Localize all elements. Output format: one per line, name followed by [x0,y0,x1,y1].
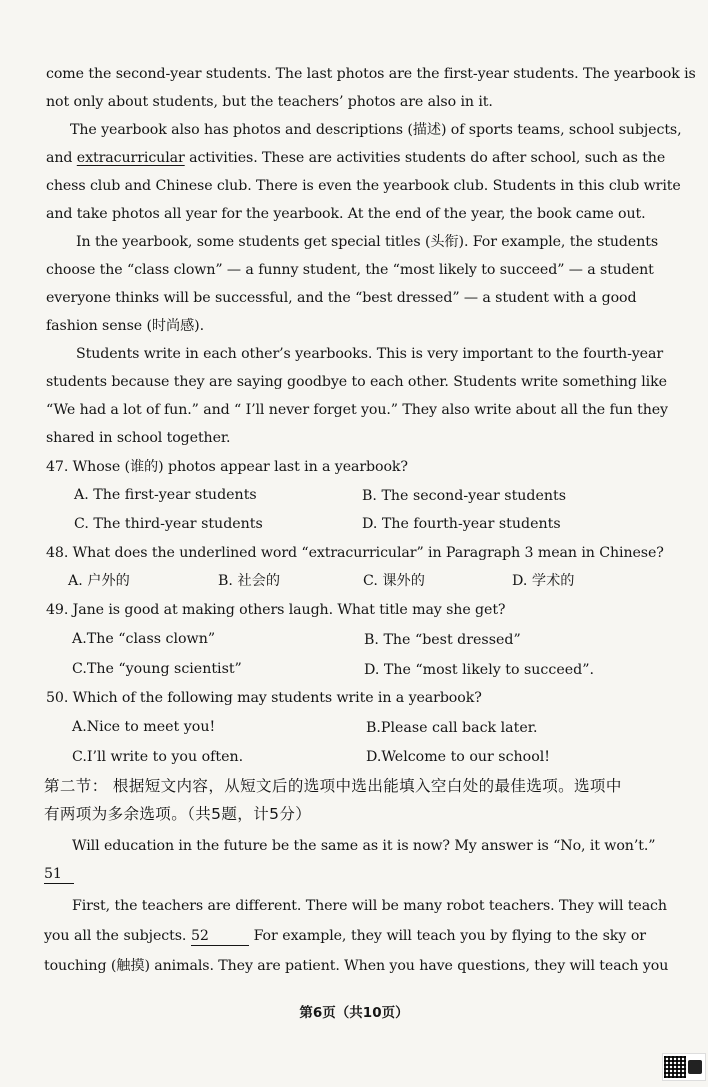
option-a[interactable]: A. The first-year students [74,487,257,503]
option-b[interactable]: B. The “best dressed” [364,632,521,648]
passage-line: and extracurricular activities. These are activities students do after school, such as the [46,150,666,166]
question-stem: 50. Which of the following may students write in a yearbook? [46,690,482,706]
question-stem: 48. What does the underlined word “extracurricular” in Paragraph 3 mean in Chinese? [46,545,664,561]
question-stem: 47. Whose (谁的) photos appear last in a yearbook? [46,459,408,475]
option-b[interactable]: B. The second-year students [362,488,567,504]
passage-line: Students write in each other’s yearbooks. This is very important to the fourth-year [76,346,664,362]
option-c[interactable]: C. 课外的 [363,573,425,589]
page-number: 第6页（共10页） [299,1005,409,1021]
passage-line: shared in school together. [46,430,231,446]
passage-line: chess club and Chinese club. There is even the yearbook club. Students in this club write [46,178,681,194]
passage-line: everyone thinks will be successful, and the “best dressed” — a student with a good [46,290,637,306]
option-d[interactable]: D. The “most likely to succeed”. [364,662,594,678]
passage-line: touching (触摸) animals. They are patient. When you have questions, they will teach you [44,958,669,974]
section-instruction: 第二节： 根据短文内容，从短文后的选项中选出能填入空白处的最佳选项。选项中 [44,777,622,795]
qr-pattern-icon [664,1056,686,1078]
app-logo-icon [688,1060,702,1074]
passage-line: come the second-year students. The last photos are the first-year students. The yearbook is [46,66,696,82]
option-d[interactable]: D.Welcome to our school! [366,749,550,765]
passage-line: In the yearbook, some students get special titles (头衔). For example, the students [76,234,659,250]
passage-line: students because they are saying goodbye to each other. Students write something like [46,374,667,390]
passage-line: The yearbook also has photos and descriptions (描述) of sports teams, school subjects, [70,122,682,138]
passage-line: not only about students, but the teachers’ photos are also in it. [46,94,493,110]
passage-line: “We had a lot of fun.” and “ I’ll never forget you.” They also write about all the fun they [46,402,668,418]
option-c[interactable]: C.The “young scientist” [72,661,242,677]
option-b[interactable]: B.Please call back later. [366,720,538,736]
option-d[interactable]: D. The fourth-year students [362,516,561,532]
answer-blank-52[interactable]: 52 [191,927,249,946]
question-stem: 49. Jane is good at making others laugh. What title may she get? [46,602,506,618]
section-instruction: 有两项为多余选项。（共5题，计5分） [44,805,312,823]
passage-line: you all the subjects. 52 For example, they will teach you by flying to the sky or [44,928,646,944]
option-b[interactable]: B. 社会的 [218,573,281,589]
option-c[interactable]: C. The third-year students [74,516,263,532]
passage-line: First, the teachers are different. There will be many robot teachers. They will teach [72,898,667,914]
option-a[interactable]: A. 户外的 [68,573,130,589]
passage-line: fashion sense (时尚感). [46,318,204,334]
qr-code-icon [662,1053,706,1081]
passage-line: Will education in the future be the same as it is now? My answer is “No, it won’t.” [72,838,656,854]
option-a[interactable]: A.Nice to meet you! [72,719,216,735]
option-d[interactable]: D. 学术的 [512,573,575,589]
passage-line: and take photos all year for the yearbook. At the end of the year, the book came out. [46,206,646,222]
passage-line: choose the “class clown” — a funny student, the “most likely to succeed” — a student [46,262,654,278]
underlined-word: extracurricular [76,150,185,166]
option-a[interactable]: A.The “class clown” [72,631,216,647]
option-c[interactable]: C.I’ll write to you often. [72,749,244,765]
answer-blank-51[interactable]: 51 [44,864,630,884]
